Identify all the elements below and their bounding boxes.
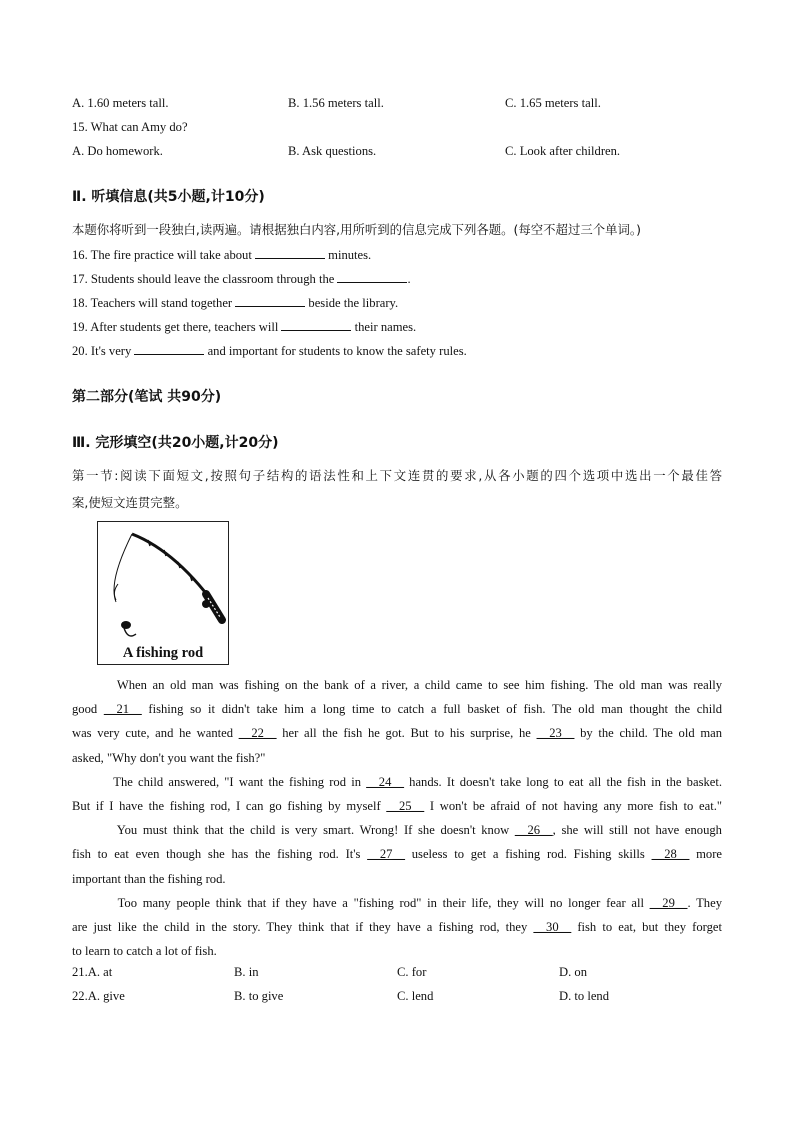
item-text: minutes. [325,248,372,262]
option-d: D. on [559,965,587,979]
blank-28: __28__ [651,847,690,862]
blank-26: __26__ [514,823,553,838]
item-text: beside the library. [305,296,399,310]
blank-27: __27__ [367,847,405,862]
passage-text: hands. It doesn't take long to eat all the fish in the basket. [403,774,722,789]
answer-blank[interactable] [134,343,204,355]
passage-line [72,891,722,915]
passage-line [72,939,722,963]
passage-text: her all the fish he got. But to his surprise, he [276,726,537,741]
passage-text: was very cute, and he wanted [72,726,239,741]
passage-text: The child answered, "I want the fishing rod in [72,774,367,789]
blank-22: __22__ [238,726,277,741]
passage-line [72,867,722,891]
fill-item-19 [72,319,416,335]
option-a: 21.A. at [72,965,113,979]
option-d: D. to lend [559,989,610,1003]
part-2-title: 第二部分(笔试 共90分) [72,389,222,405]
answer-blank[interactable] [281,319,351,331]
blank-29: __29__ [649,895,688,910]
passage-text: Too many people think that if they have a "fishing rod" in their life, they will no longer fear all [72,895,650,910]
item-text: their names. [351,320,417,334]
figure-caption: A fishing rod [122,645,204,661]
passage-line [72,721,722,745]
answer-blank[interactable] [337,271,407,283]
passage-text: are just like the child in the story. They think that if they have a fishing rod, they [72,919,534,934]
section-3-title: Ⅲ. 完形填空(共20小题,计20分) [72,435,279,451]
passage-line [72,770,722,794]
passage-line [72,915,722,939]
passage-text: asked, "Why don't you want the fish?" [72,750,266,765]
item-text: 18. Teachers will stand together [72,296,236,310]
item-text: 19. After students get there, teachers will [72,320,282,334]
passage-text: fishing so it didn't take him a long time to catch a full basket of fish. The old man thought the child [141,702,722,717]
item-text: . [407,272,411,286]
passage-text: When an old man was fishing on the bank of a river, a child came to see him fishing. The old man was really [72,678,722,692]
answer-blank[interactable] [255,247,325,259]
option-c: C. 1.65 meters tall. [505,96,601,110]
passage-text: more [689,847,723,862]
section-2-title: Ⅱ. 听填信息(共5小题,计10分) [72,189,265,205]
passage-text: to learn to catch a lot of fish. [72,944,217,959]
fishing-rod-figure [97,521,229,665]
passage-text: You must think that the child is very smart. Wrong! If she doesn't know [72,823,515,838]
section-3-instruction-line1: 第一节:阅读下面短文,按照句子结构的语法性和上下文连贯的要求,从各小题的四个选项中选出一个最佳答 [72,468,722,483]
passage-line [72,746,722,770]
passage-text: But if I have the fishing rod, I can go fishing by myself [72,798,387,813]
item-text: 17. Students should leave the classroom through the [72,272,338,286]
passage-text: . They [687,895,722,910]
fill-item-20 [72,343,467,359]
blank-23: __23__ [536,726,575,741]
option-a: A. 1.60 meters tall. [72,96,169,110]
blank-25: __25__ [386,798,425,813]
item-text: 20. It's very [72,344,135,358]
blank-30: __30__ [533,919,572,934]
blank-24: __24__ [366,774,404,789]
option-a: 22.A. give [72,989,125,1003]
item-text: 16. The fire practice will take about [72,248,256,262]
item-text: and important for students to know the safety rules. [204,344,467,358]
passage-line [72,842,722,866]
passage-line [72,818,722,842]
option-b: B. 1.56 meters tall. [288,96,384,110]
q14-options [72,96,732,114]
q15-question: 15. What can Amy do? [72,120,188,134]
blank-21: __21__ [103,702,142,717]
passage-text: , she will still not have enough [552,823,722,838]
answer-row-22 [72,989,732,1007]
fill-item-16 [72,247,371,263]
fill-item-18 [72,295,398,311]
passage-text: useless to get a fishing rod. Fishing skills [405,847,652,862]
passage-line [72,673,722,697]
option-b: B. Ask questions. [288,144,377,158]
passage-text: fish to eat even though she has the fishing rod. It's [72,847,368,862]
passage-text: important than the fishing rod. [72,871,226,886]
passage-text: fish to eat, but they forget [571,919,722,934]
passage-line [72,697,722,721]
option-b: B. in [234,965,259,979]
answer-blank[interactable] [235,295,305,307]
option-b: B. to give [234,989,284,1003]
answer-row-21 [72,965,732,983]
passage [72,673,722,963]
q15-options [72,144,732,162]
section-2-instruction: 本题你将听到一段独白,读两遍。请根据独白内容,用所听到的信息完成下列各题。(每空不超过三个单词。) [72,222,641,237]
option-c: C. Look after children. [505,144,621,158]
option-c: C. for [397,965,427,979]
fishing-rod-illustration [98,522,228,646]
section-3-instruction-line2: 案,使短文连贯完整。 [72,495,188,510]
option-c: C. lend [397,989,434,1003]
passage-text: I won't be afraid of not having any more fish to eat." [424,798,722,813]
fill-item-17 [72,271,411,287]
passage-text: by the child. The old man [574,726,723,741]
passage-line [72,794,722,818]
passage-text: good [72,702,104,717]
option-a: A. Do homework. [72,144,163,158]
